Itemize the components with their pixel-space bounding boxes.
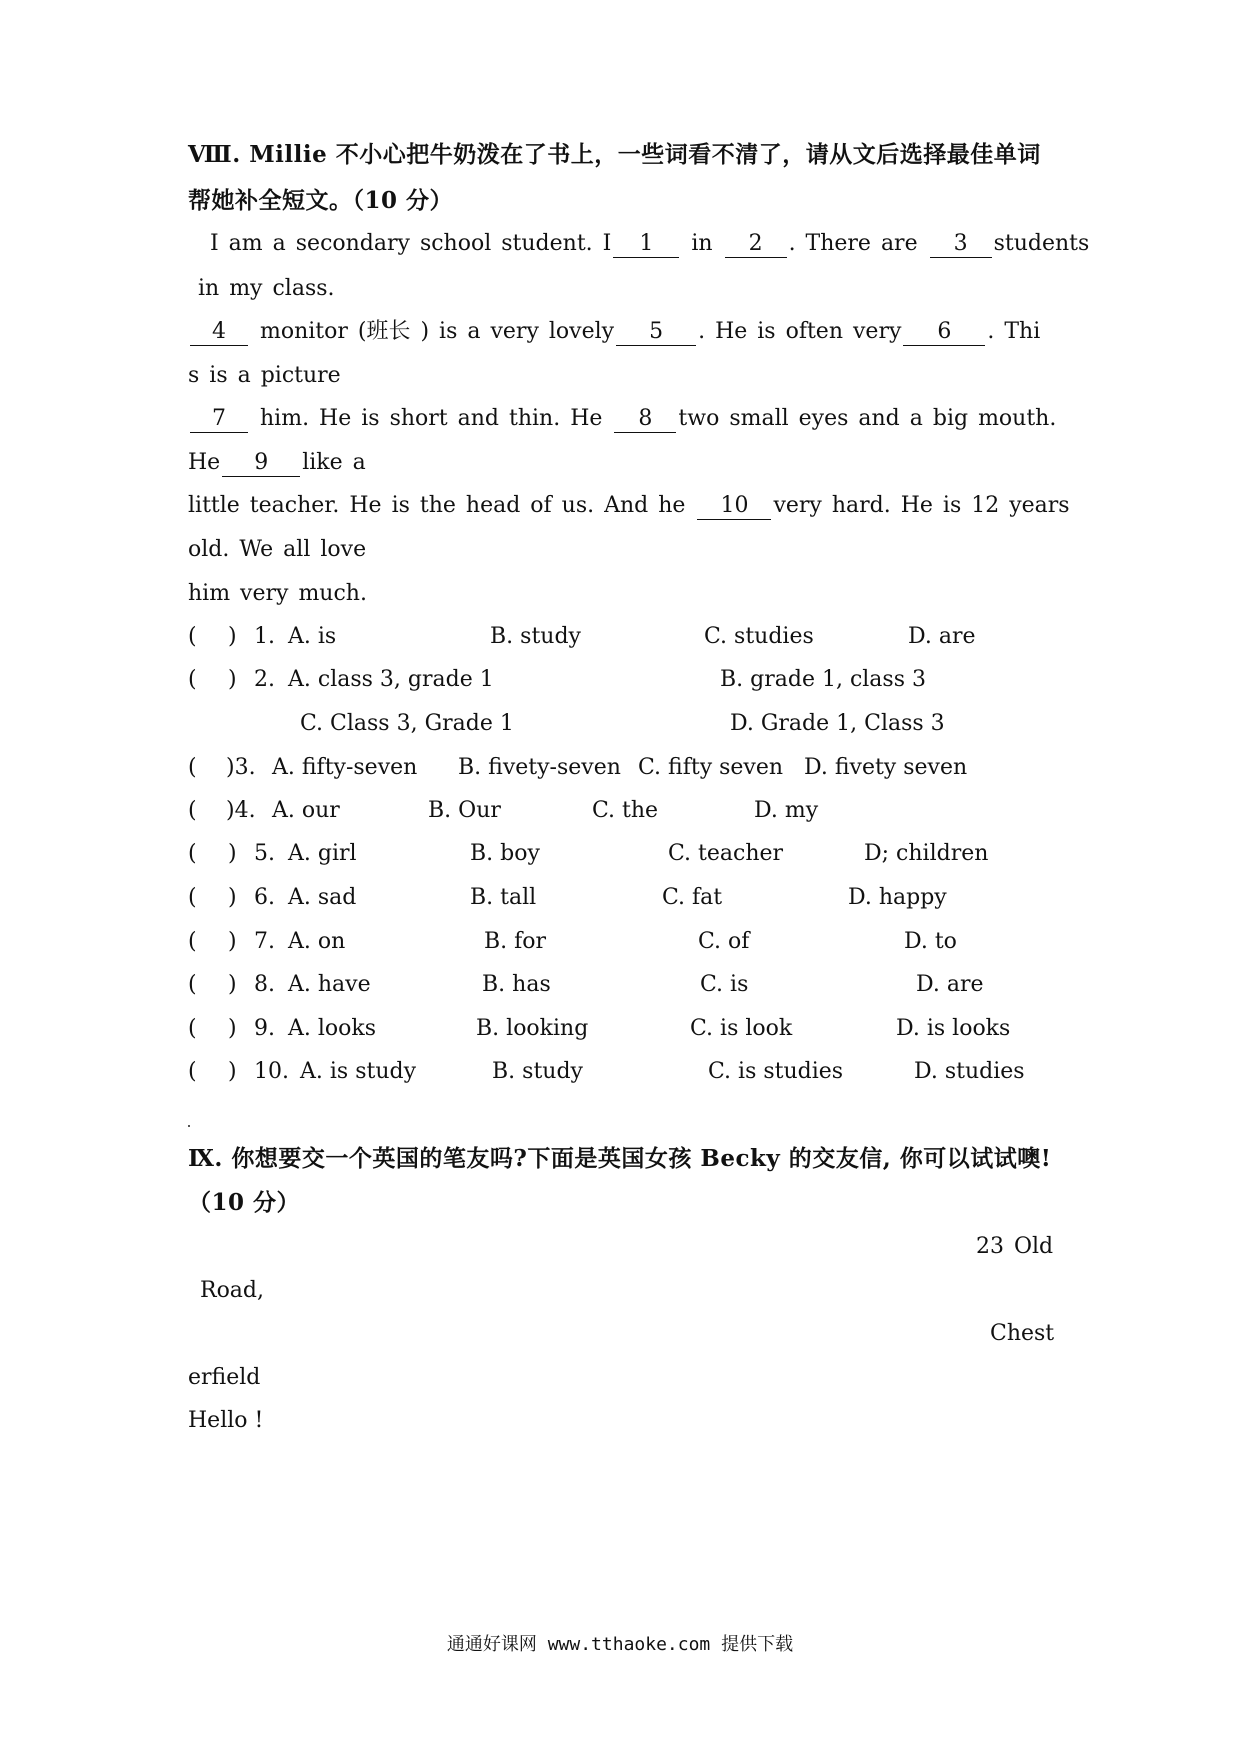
option-b: B. has: [482, 972, 551, 997]
section9-heading-line2: （10 分）: [188, 1189, 301, 1216]
question-2: [188, 665, 1088, 695]
answer-paren-open[interactable]: (: [188, 755, 197, 780]
letter-address-1: 23 Old: [976, 1234, 1054, 1259]
passage-line-8: old. We all love: [188, 537, 367, 562]
answer-paren-close: ): [228, 1016, 237, 1041]
answer-paren-open[interactable]: (: [188, 972, 197, 997]
question-8: [188, 970, 1088, 1000]
option-a: A. girl: [288, 841, 357, 866]
option-c: C. Class 3, Grade 1: [300, 711, 514, 736]
section8-heading-line2: 帮她补全短文。（10 分）: [188, 187, 454, 214]
passage-text: . Thi: [987, 319, 1041, 344]
scan-speck: [188, 1125, 190, 1127]
blank-5: 5: [616, 319, 696, 346]
answer-paren-open[interactable]: (: [188, 1059, 197, 1084]
passage-text: very hard. He is 12 years: [773, 493, 1070, 518]
option-c: C. is look: [690, 1016, 793, 1041]
passage-text: monitor (班长 ) is a very lovely: [260, 319, 615, 344]
passage-line-9: him very much.: [188, 581, 367, 606]
answer-paren-open[interactable]: (: [188, 624, 197, 649]
letter-address-2: Road,: [200, 1278, 265, 1303]
answer-paren-close: ): [228, 972, 237, 997]
letter-address-4: erfield: [188, 1365, 261, 1390]
answer-paren-open[interactable]: (: [188, 885, 197, 910]
option-d: D. my: [754, 798, 819, 823]
question-number: 6.: [254, 885, 275, 910]
question-10: [188, 1057, 1088, 1087]
option-c: C. studies: [704, 624, 814, 649]
option-d: D. fivety seven: [804, 755, 968, 780]
section9-heading-line1: Ⅸ. 你想要交一个英国的笔友吗?下面是英国女孩 Becky 的交友信, 你可以试试噢!: [188, 1145, 1052, 1172]
option-d: D. studies: [914, 1059, 1025, 1084]
passage-text: students: [993, 231, 1090, 256]
option-a: A. on: [288, 929, 346, 954]
answer-paren-close: )4.: [226, 798, 256, 823]
option-c: C. teacher: [668, 841, 784, 866]
option-d: D. is looks: [896, 1016, 1011, 1041]
answer-paren-close: ): [228, 667, 237, 692]
blank-10: 10: [697, 493, 771, 520]
question-7: [188, 927, 1088, 957]
letter-greeting: Hello !: [188, 1408, 264, 1433]
answer-paren-close: )3.: [226, 755, 256, 780]
option-b: B. looking: [476, 1016, 589, 1041]
option-c: C. of: [698, 929, 750, 954]
question-number: 9.: [254, 1016, 275, 1041]
question-1: [188, 622, 1088, 652]
question-number: 1.: [254, 624, 275, 649]
passage-text: He: [188, 450, 221, 475]
question-9: [188, 1014, 1088, 1044]
question-number: 5.: [254, 841, 275, 866]
option-a: A. class 3, grade 1: [288, 667, 494, 692]
passage-line-6: [188, 448, 366, 478]
question-number: 7.: [254, 929, 275, 954]
passage-text: like a: [302, 450, 366, 475]
question-number: 10.: [254, 1059, 289, 1084]
option-d: D. are: [916, 972, 984, 997]
option-a: A. fifty-seven: [272, 755, 418, 780]
option-a: A. have: [288, 972, 371, 997]
blank-6: 6: [903, 319, 985, 346]
option-a: A. our: [272, 798, 340, 823]
passage-text: I am a secondary school student. I: [210, 231, 612, 256]
answer-paren-open[interactable]: (: [188, 798, 197, 823]
passage-text: little teacher. He is the head of us. And he: [188, 493, 686, 518]
option-b: B. fivety-seven: [458, 755, 621, 780]
question-4: [188, 796, 1088, 826]
option-d: D. are: [908, 624, 976, 649]
page-footer: 通通好课网 www.tthaoke.com 提供下载: [446, 1634, 794, 1655]
passage-text: two small eyes and a big mouth.: [678, 406, 1057, 431]
passage-line-1: [210, 229, 1089, 259]
option-a: A. is: [288, 624, 337, 649]
section8-heading-line1: Ⅷ. Millie 不小心把牛奶泼在了书上，一些词看不清了，请从文后选择最佳单词: [188, 141, 1041, 168]
passage-line-7: [188, 491, 1070, 521]
option-b: B. Our: [428, 798, 501, 823]
answer-paren-close: ): [228, 885, 237, 910]
passage-line-3: [188, 317, 1040, 347]
option-d: D; children: [864, 841, 989, 866]
option-b: B. for: [484, 929, 547, 954]
answer-paren-open[interactable]: (: [188, 929, 197, 954]
option-d: D. happy: [848, 885, 947, 910]
passage-text: in: [691, 231, 713, 256]
question-number: 8.: [254, 972, 275, 997]
blank-1: 1: [613, 231, 679, 258]
option-b: B. tall: [470, 885, 537, 910]
question-6: [188, 883, 1088, 913]
option-a: A. looks: [288, 1016, 377, 1041]
question-number: 2.: [254, 667, 275, 692]
answer-paren-open[interactable]: (: [188, 841, 197, 866]
option-c: C. is: [700, 972, 749, 997]
question-2-cont: [188, 709, 1088, 739]
answer-paren-close: ): [228, 1059, 237, 1084]
blank-2: 2: [725, 231, 787, 258]
passage-line-5: [188, 404, 1056, 434]
blank-3: 3: [930, 231, 992, 258]
option-b: B. grade 1, class 3: [720, 667, 926, 692]
option-a: A. is study: [300, 1059, 417, 1084]
passage-text: him. He is short and thin. He: [260, 406, 603, 431]
option-b: B. study: [492, 1059, 583, 1084]
blank-9: 9: [222, 450, 300, 477]
answer-paren-close: ): [228, 841, 237, 866]
option-c: C. fat: [662, 885, 723, 910]
answer-paren-close: ): [228, 624, 237, 649]
passage-line-2: in my class.: [198, 276, 335, 301]
option-d: D. to: [904, 929, 957, 954]
option-a: A. sad: [288, 885, 357, 910]
answer-paren-open[interactable]: (: [188, 667, 197, 692]
passage-text: . He is often very: [698, 319, 902, 344]
option-b: B. study: [490, 624, 581, 649]
option-c: C. the: [592, 798, 659, 823]
answer-paren-open[interactable]: (: [188, 1016, 197, 1041]
option-c: C. is studies: [708, 1059, 844, 1084]
question-5: [188, 839, 1088, 869]
blank-4: 4: [190, 319, 248, 346]
option-c: C. fifty seven: [638, 755, 784, 780]
passage-text: . There are: [788, 231, 918, 256]
letter-address-3: Chest: [990, 1321, 1055, 1346]
option-b: B. boy: [470, 841, 540, 866]
answer-paren-close: ): [228, 929, 237, 954]
question-3: [188, 753, 1088, 783]
blank-8: 8: [614, 406, 676, 433]
blank-7: 7: [190, 406, 248, 433]
passage-line-4: s is a picture: [188, 363, 341, 388]
option-d: D. Grade 1, Class 3: [730, 711, 945, 736]
